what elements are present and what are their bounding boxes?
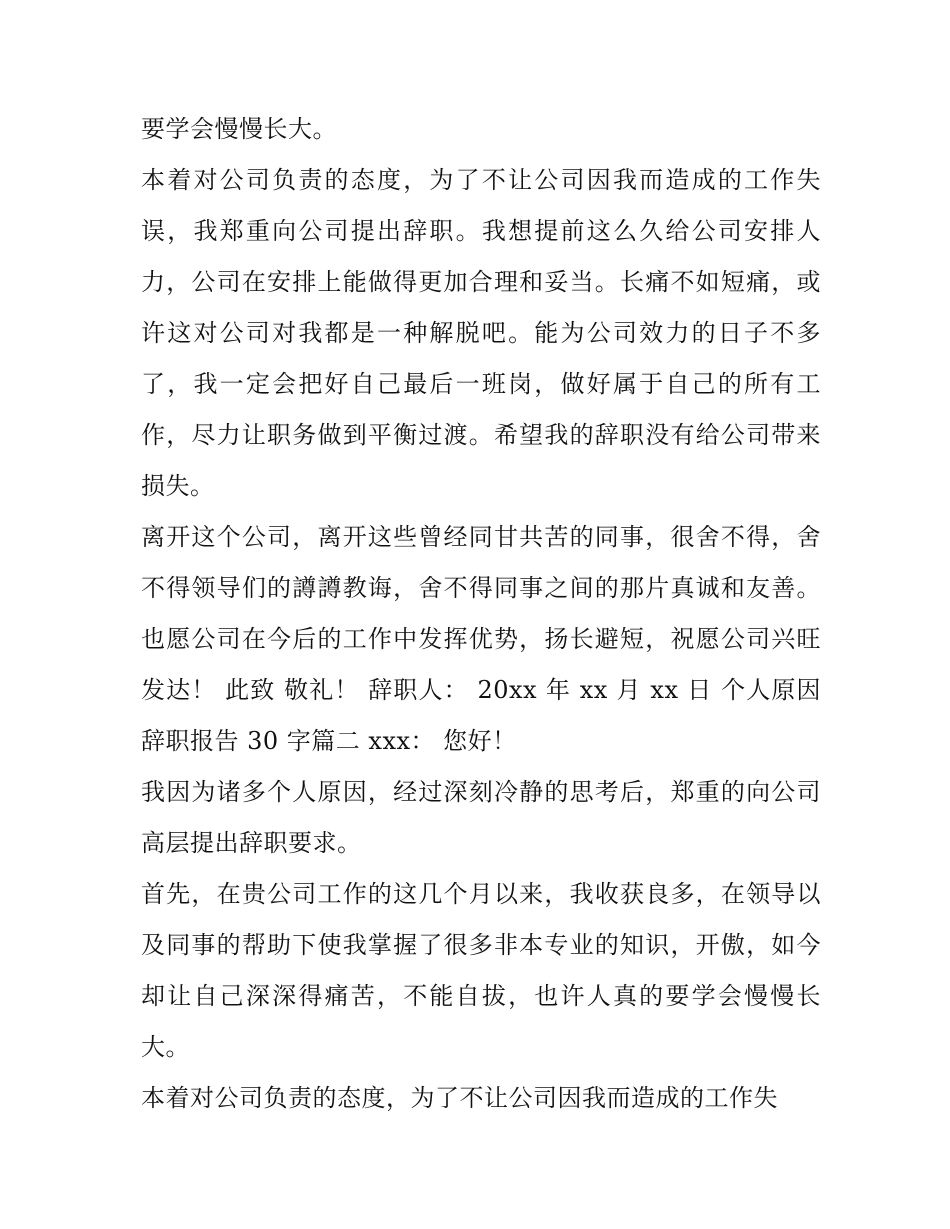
paragraph-2: 本着对公司负责的态度，为了不让公司因我而造成的工作失误，我郑重向公司提出辞职。我想提前这么久给公司安排人力，公司在安排上能做得更加合理和妥当。长痛不如短痛，或许这对公司对我都是一种解脱吧。能为公司效力的日子不多了，我一定会把好自己最后一班岗，做好属于自己的所有工作，尽力让职务做到平衡过渡。希望我的辞职没有给公司带来损失。 [141,166,821,500]
paragraph-6: 本着对公司负责的态度，为了不让公司因我而造成的工作失 [141,1084,778,1112]
paragraph-3: 离开这个公司，离开这些曾经同甘共苦的同事，很舍不得，舍不得领导们的譐譐教诲，舍不得同事之间的那片真诚和友善。也愿公司在今后的工作中发挥优势，扬长避短，祝愿公司兴旺发达！ 此致 敬礼！ 辞职人： 20xx 年 xx 月 xx 日 个人原因辞职报告 30 字篇二 xxx： 您好！ [141,523,821,755]
document-body [141,104,821,1124]
paragraph-1: 要学会慢慢长大。 [141,115,337,143]
paragraph-4: 我因为诸多个人原因，经过深刻冷静的思考后，郑重的向公司高层提出辞职要求。 [141,778,821,857]
paragraph-5: 首先，在贵公司工作的这几个月以来，我收获良多，在领导以及同事的帮助下使我掌握了很多非本专业的知识，开傲，如今却让自己深深得痛苦，不能自拔，也许人真的要学会慢慢长大。 [141,880,821,1061]
